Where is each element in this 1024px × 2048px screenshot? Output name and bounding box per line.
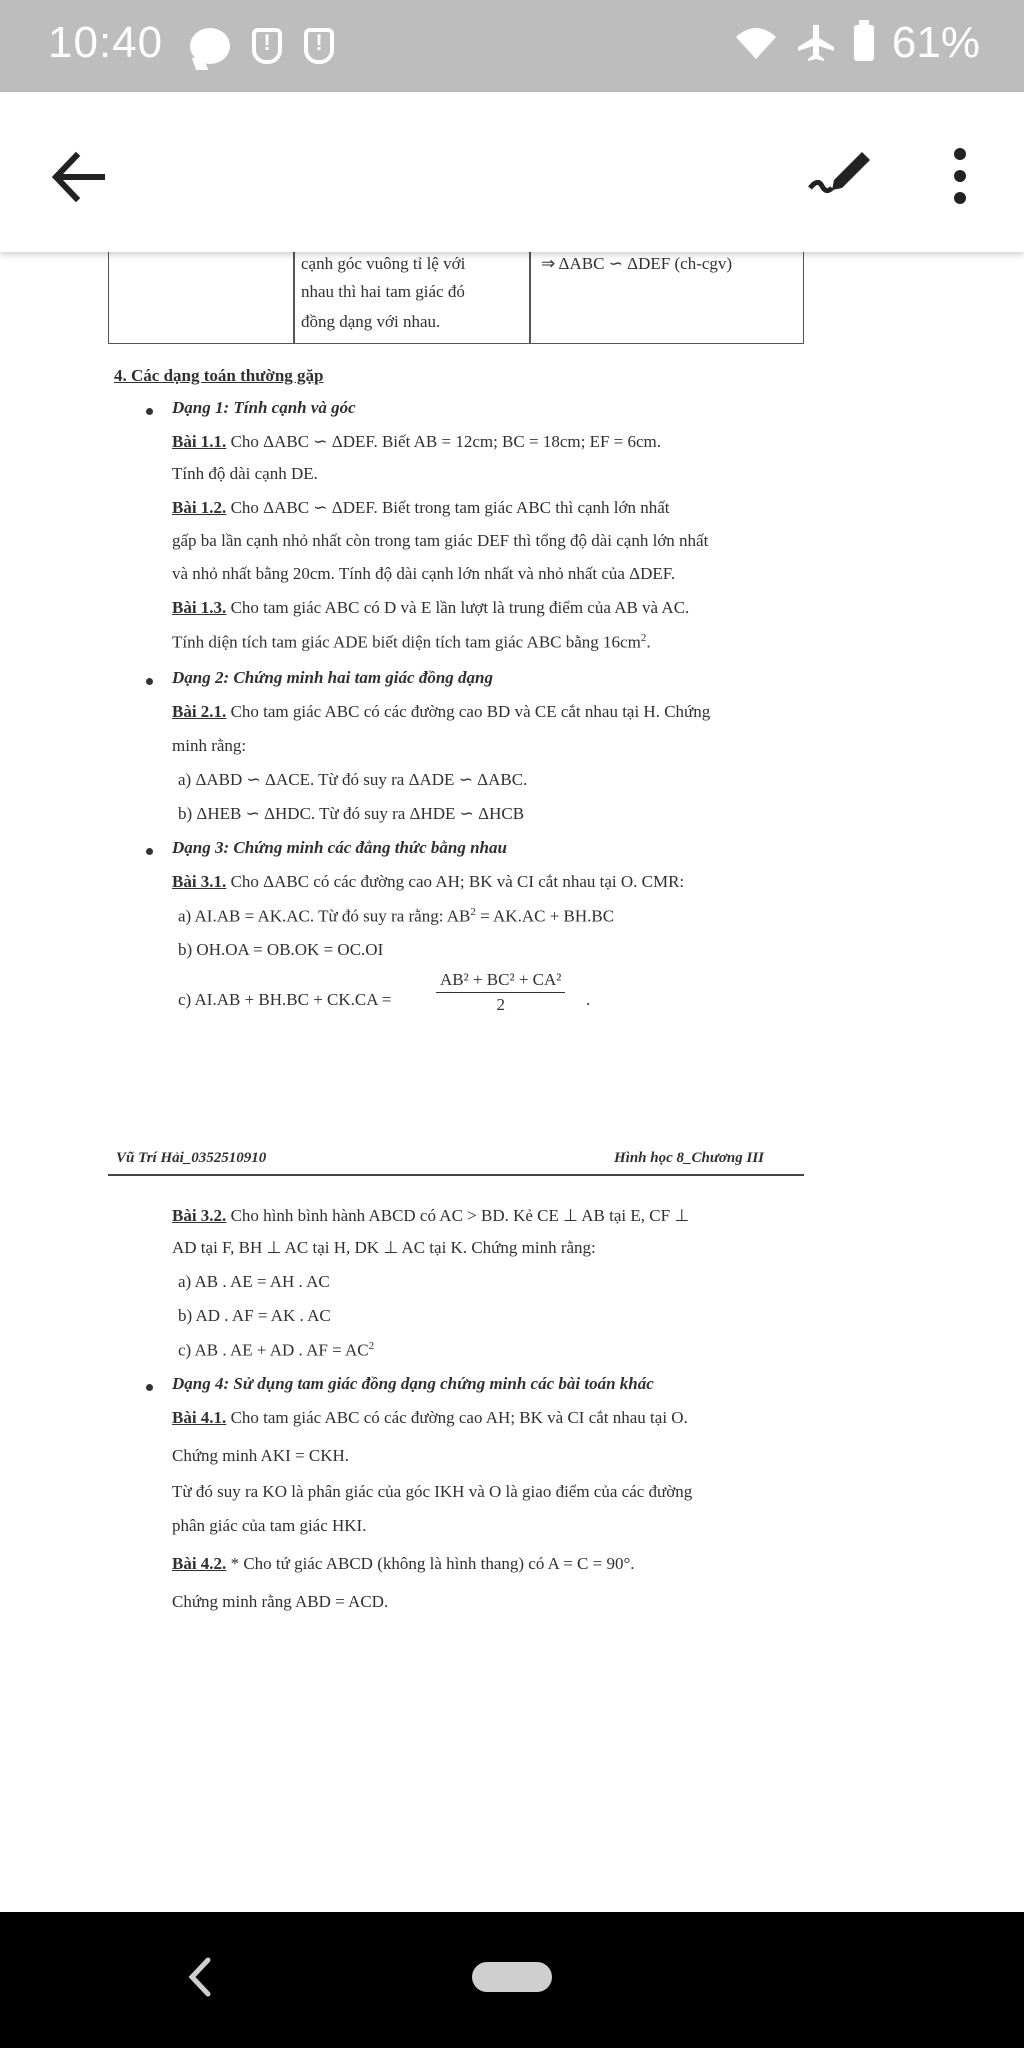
exercise-text: Cho hình bình hành ABCD có AC > BD. Kẻ CE ⊥ AB tại E, CF ⊥ [226, 1206, 690, 1225]
exercise-text: * Cho tứ giác ABCD (không là hình thang) có A = C = 90°. [226, 1554, 635, 1573]
exercise-1-3 [172, 598, 689, 618]
exercise-text: AD tại F, BH ⊥ AC tại H, DK ⊥ AC tại K. Chứng minh rằng: [172, 1238, 596, 1257]
notification-icons [190, 28, 334, 64]
exercise-text: Tính độ dài cạnh DE. [172, 464, 318, 483]
dang-2-title: Dạng 2: Chứng minh hai tam giác đồng dạng [172, 668, 493, 687]
dang-3-title: Dạng 3: Chứng minh các đẳng thức bằng nhau [172, 838, 507, 857]
fraction-denominator: 2 [496, 995, 505, 1014]
exercise-text: phân giác của tam giác HKI. [172, 1516, 367, 1535]
table-divider [529, 252, 531, 344]
edit-button[interactable] [800, 134, 880, 214]
document-page[interactable] [0, 252, 1024, 1912]
footer-rule [108, 1174, 804, 1176]
sub-item-c: c) AI.AB + BH.BC + CK.CA = [178, 990, 392, 1009]
nav-back-icon [180, 1952, 220, 2002]
shield-alert-icon [252, 28, 282, 64]
pencil-icon [800, 134, 880, 214]
battery-icon [854, 25, 874, 61]
exercise-label: Bài 1.1. [172, 432, 227, 451]
exercise-3-2 [172, 1206, 689, 1226]
sub-item-b: b) OH.OA = OB.OK = OC.OI [178, 940, 384, 959]
fraction-numerator: AB² + BC² + CA² [436, 970, 565, 993]
exercise-text: Cho ΔABC có các đường cao AH; BK và CI cắt nhau tại O. CMR: [226, 872, 685, 891]
exercise-text: Chứng minh rằng ABD = ACD. [172, 1592, 389, 1611]
bullet [146, 848, 153, 855]
exercise-text: gấp ba lần cạnh nhỏ nhất còn trong tam giác DEF thì tổng độ dài cạnh lớn nhất [172, 531, 709, 550]
status-time: 10:40 [48, 18, 164, 67]
shield-alert-icon-2 [304, 28, 334, 64]
exercise-text: minh rằng: [172, 736, 247, 755]
more-options-button[interactable] [940, 136, 980, 216]
airplane-icon [796, 23, 836, 63]
exercise-label: Bài 1.2. [172, 498, 227, 517]
arrow-left-icon [40, 142, 120, 212]
sub-item-b: b) AD . AF = AK . AC [178, 1306, 331, 1325]
exercise-label: Bài 4.1. [172, 1408, 227, 1427]
more-vert-icon [940, 136, 980, 216]
punctuation: . [646, 632, 651, 652]
footer-chapter: Hình học 8_Chương III [614, 1150, 765, 1166]
back-button[interactable] [40, 142, 120, 212]
chat-bubble-icon [190, 28, 230, 64]
exercise-label: Bài 4.2. [172, 1554, 227, 1573]
exercise-text: Từ đó suy ra KO là phân giác của góc IKH và O là giao điểm của các đường [172, 1482, 693, 1501]
superscript: 2 [470, 906, 476, 918]
superscript: 2 [640, 632, 647, 644]
sub-item-c [178, 1340, 374, 1361]
fraction [436, 970, 565, 1015]
system-nav-bar [0, 1912, 1024, 2048]
sub-item-b: b) ΔHEB ∽ ΔHDC. Từ đó suy ra ΔHDE ∽ ΔHCB [178, 804, 525, 823]
section-title: 4. Các dạng toán thường gặp [114, 366, 324, 385]
home-pill-icon[interactable] [472, 1962, 552, 1992]
exercise-4-1 [172, 1408, 688, 1428]
sub-item-a: a) AB . AE = AH . AC [178, 1272, 330, 1291]
formula-part: = AK.AC + BH.BC [475, 906, 615, 926]
exercise-4-2 [172, 1554, 635, 1574]
theorem-table-fragment [108, 252, 804, 344]
dang-4-title: Dạng 4: Sử dụng tam giác đồng dạng chứng minh các bài toán khác [172, 1374, 654, 1393]
nav-back-button[interactable] [180, 1952, 220, 2002]
battery-percent: 61% [891, 18, 980, 67]
app-toolbar [0, 92, 1024, 252]
exercise-label: Bài 3.1. [172, 872, 227, 891]
status-bar [0, 0, 1024, 92]
table-cell-text: đồng dạng với nhau. [301, 312, 441, 331]
bullet [146, 1384, 153, 1391]
table-cell-text: ⇒ ΔABC ∽ ΔDEF (ch-cgv) [541, 254, 733, 273]
formula-part: a) AI.AB = AK.AC. Từ đó suy ra rằng: AB [178, 906, 471, 926]
exercise-text: và nhỏ nhất bằng 20cm. Tính độ dài cạnh lớn nhất và nhỏ nhất của ΔDEF. [172, 564, 676, 583]
sub-item-a [178, 906, 614, 927]
bullet [146, 408, 153, 415]
sub-item-a: a) ΔABD ∽ ΔACE. Từ đó suy ra ΔADE ∽ ΔABC. [178, 770, 528, 789]
exercise-text: Chứng minh AKI = CKH. [172, 1446, 350, 1465]
exercise-2-1 [172, 702, 710, 722]
bullet [146, 678, 153, 685]
exercise-1-2 [172, 498, 670, 518]
exercise-text [172, 632, 651, 653]
table-cell-text: cạnh góc vuông tỉ lệ với [301, 254, 466, 273]
dang-1-title: Dạng 1: Tính cạnh và góc [172, 398, 356, 417]
exercise-text: Cho ΔABC ∽ ΔDEF. Biết AB = 12cm; BC = 18cm; EF = 6cm. [226, 432, 662, 451]
table-cell-text: nhau thì hai tam giác đó [301, 282, 465, 301]
exercise-1-1 [172, 432, 661, 452]
punctuation: . [586, 990, 591, 1009]
exercise-label: Bài 1.3. [172, 598, 227, 617]
exercise-text: Cho ΔABC ∽ ΔDEF. Biết trong tam giác ABC thì cạnh lớn nhất [226, 498, 670, 517]
exercise-label: Bài 3.2. [172, 1206, 227, 1225]
exercise-text: Cho tam giác ABC có các đường cao AH; BK và CI cắt nhau tại O. [226, 1408, 688, 1427]
exercise-text: Cho tam giác ABC có D và E lần lượt là trung điểm của AB và AC. [226, 598, 690, 617]
exercise-text-main: Tính diện tích tam giác ADE biết diện tích tam giác ABC bằng 16cm [172, 632, 641, 652]
table-divider [293, 252, 295, 344]
exercise-text: Cho tam giác ABC có các đường cao BD và CE cắt nhau tại H. Chứng [226, 702, 711, 721]
footer-author: Vũ Trí Hải_0352510910 [116, 1150, 267, 1166]
exercise-label: Bài 2.1. [172, 702, 227, 721]
exercise-3-1 [172, 872, 684, 892]
system-icons [734, 18, 980, 68]
superscript: 2 [368, 1340, 375, 1352]
formula-part: c) AB . AE + AD . AF = AC [178, 1340, 369, 1360]
wifi-icon [734, 25, 778, 61]
